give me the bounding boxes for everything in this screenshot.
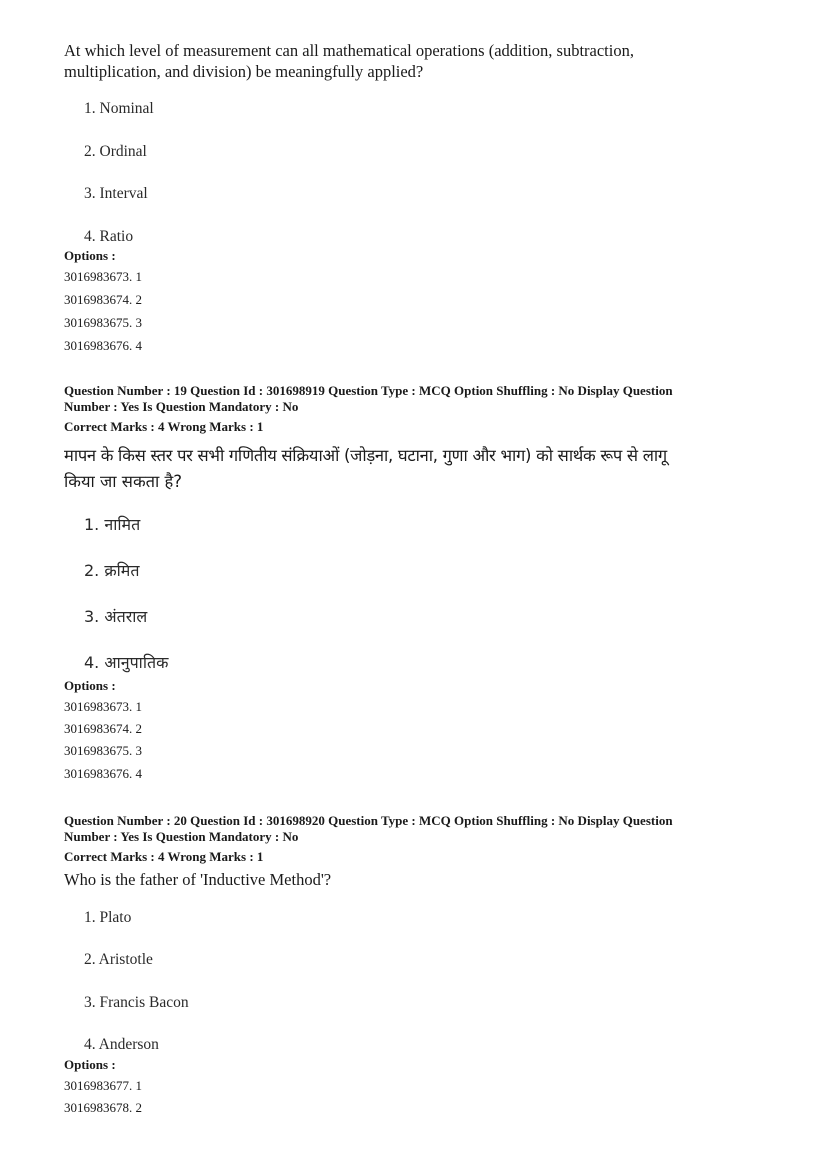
- question-19-meta-line-1: Question Number : 19 Question Id : 301698919 Question Type : MCQ Option Shuffling : No Display Question: [64, 383, 673, 398]
- question-19-option-id-2: 3016983674. 2: [64, 721, 142, 736]
- question-19-options-label: Options :: [64, 678, 116, 693]
- question-20-option-4: 4. Anderson: [84, 1036, 159, 1053]
- question-20-option-3: 3. Francis Bacon: [84, 994, 189, 1011]
- question-18-text-line-2: multiplication, and division) be meaningfully applied?: [64, 62, 424, 81]
- question-20-option-2: 2. Aristotle: [84, 951, 153, 968]
- question-19-text-line-1: मापन के किस स्तर पर सभी गणितीय संक्रियाओं (जोड़ना, घटाना, गुणा और भाग) को सार्थक रूप से लागू: [64, 446, 667, 465]
- question-20-meta-line-2: Number : Yes Is Question Mandatory : No: [64, 829, 299, 844]
- question-19-option-id-3: 3016983675. 3: [64, 743, 142, 758]
- question-20-option-1: 1. Plato: [84, 909, 132, 926]
- question-18-option-id-4: 3016983676. 4: [64, 338, 142, 353]
- question-19-meta-line-2: Number : Yes Is Question Mandatory : No: [64, 399, 299, 414]
- question-20-marks: Correct Marks : 4 Wrong Marks : 1: [64, 849, 264, 864]
- question-18-option-1: 1. Nominal: [84, 100, 154, 117]
- question-18-text-line-1: At which level of measurement can all mathematical operations (addition, subtraction,: [64, 41, 634, 60]
- question-18-option-id-1: 3016983673. 1: [64, 269, 142, 284]
- question-18-option-2: 2. Ordinal: [84, 143, 147, 160]
- question-19-option-3: 3. अंतराल: [84, 607, 148, 626]
- question-20-options-label: Options :: [64, 1057, 116, 1072]
- question-19-text-line-2: किया जा सकता है?: [64, 472, 183, 491]
- question-18-options-label: Options :: [64, 248, 116, 263]
- question-19-option-id-4: 3016983676. 4: [64, 766, 142, 781]
- question-18-option-4: 4. Ratio: [84, 228, 134, 245]
- question-18-option-id-3: 3016983675. 3: [64, 315, 142, 330]
- question-19-option-4: 4. आनुपातिक: [84, 653, 169, 672]
- question-20-option-id-1: 3016983677. 1: [64, 1078, 142, 1093]
- question-18-option-id-2: 3016983674. 2: [64, 292, 142, 307]
- question-19-marks: Correct Marks : 4 Wrong Marks : 1: [64, 419, 264, 434]
- question-19-option-id-1: 3016983673. 1: [64, 699, 142, 714]
- question-20-option-id-2: 3016983678. 2: [64, 1100, 142, 1115]
- question-19-option-1: 1. नामित: [84, 515, 141, 534]
- question-18-option-3: 3. Interval: [84, 185, 148, 202]
- question-20-text: Who is the father of 'Inductive Method'?: [64, 870, 332, 889]
- question-19-option-2: 2. क्रमित: [84, 561, 140, 580]
- question-20-meta-line-1: Question Number : 20 Question Id : 301698920 Question Type : MCQ Option Shuffling : No Display Question: [64, 813, 673, 828]
